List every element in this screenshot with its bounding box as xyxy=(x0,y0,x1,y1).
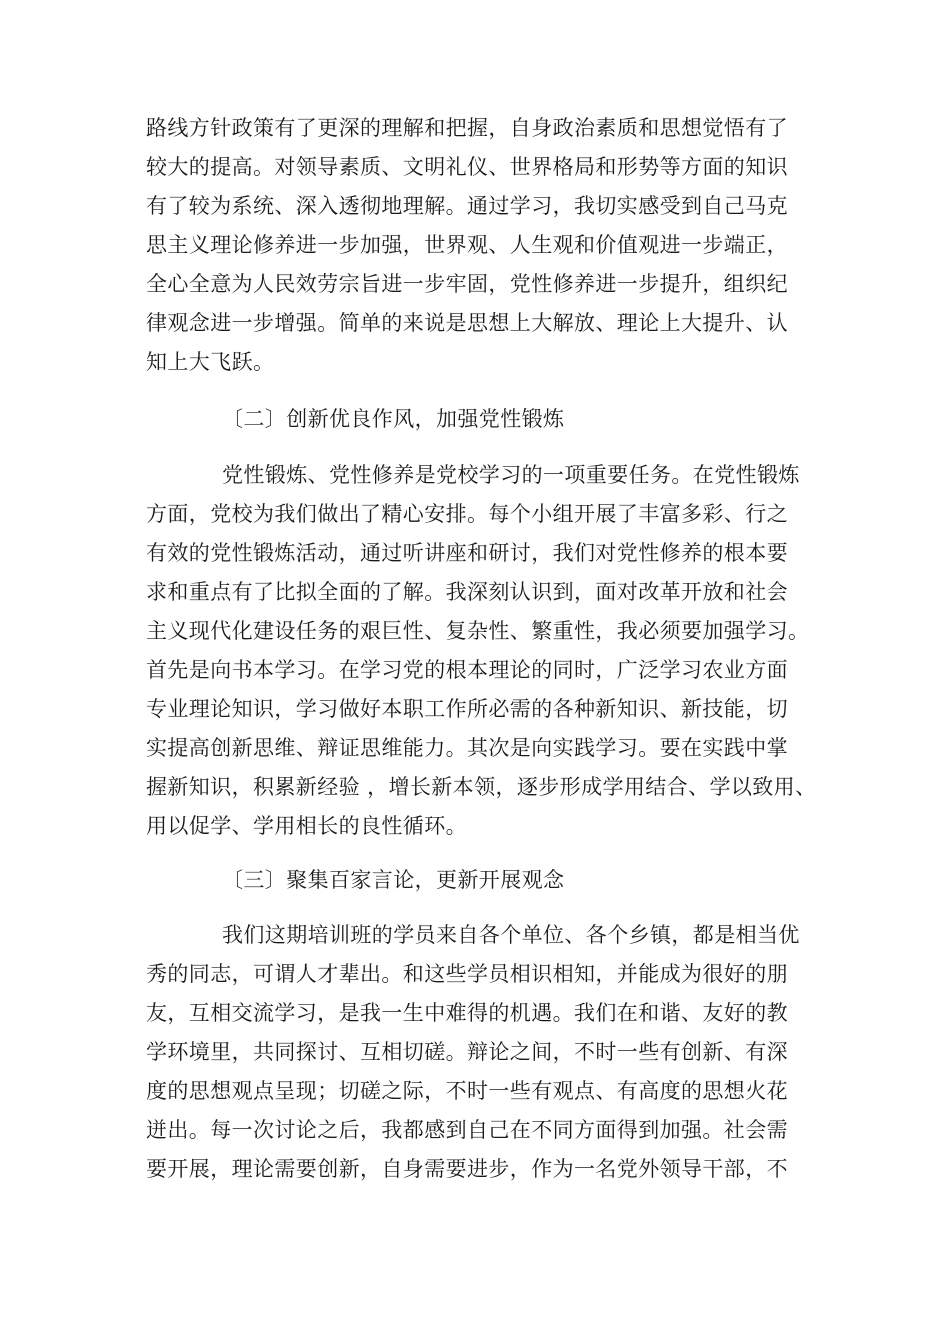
paragraph-2-line: 方面，党校为我们做出了精心安排。每个小组开展了丰富多彩、行之 xyxy=(146,502,788,526)
paragraph-2-line: 主义现代化建设任务的艰巨性、复杂性、繁重性，我必须要加强学习。 xyxy=(146,619,810,643)
paragraph-3-line: 要开展，理论需要创新，自身需要进步，作为一名党外领导干部，不 xyxy=(146,1157,788,1181)
paragraph-2-line: 求和重点有了比拟全面的了解。我深刻认识到，面对改革开放和社会 xyxy=(146,580,788,604)
paragraph-2-line: 实提高创新思维、辩证思维能力。其次是向实践学习。要在实践中掌 xyxy=(146,736,788,760)
paragraph-3-line: 秀的同志，可谓人才辈出。和这些学员相识相知，并能成为很好的朋 xyxy=(146,962,788,986)
paragraph-2-line: 有效的党性锻炼活动，通过听讲座和研讨，我们对党性修养的根本要 xyxy=(146,541,788,565)
paragraph-1-line: 有了较为系统、深入透彻地理解。通过学习，我切实感受到自己马克 xyxy=(146,194,788,218)
paragraph-3-line: 我们这期培训班的学员来自各个单位、各个乡镇，都是相当优 xyxy=(222,923,800,947)
paragraph-1-line: 路线方针政策有了更深的理解和把握，自身政治素质和思想觉悟有了 xyxy=(146,116,788,140)
section-heading-3: 〔三〕聚集百家言论，更新开展观念 xyxy=(222,868,565,892)
paragraph-1-line: 知上大飞跃。 xyxy=(146,350,275,374)
paragraph-3-line: 度的思想观点呈现；切磋之际，不时一些有观点、有高度的思想火花 xyxy=(146,1079,788,1103)
paragraph-3-line: 迸出。每一次讨论之后，我都感到自己在不同方面得到加强。社会需 xyxy=(146,1118,788,1142)
paragraph-3-line: 友，互相交流学习，是我一生中难得的机遇。我们在和谐、友好的教 xyxy=(146,1001,788,1025)
paragraph-2-line: 握新知识，积累新经验 ，增长新本领，逐步形成学用结合、学以致用、 xyxy=(146,775,817,799)
paragraph-1-line: 思主义理论修养进一步加强，世界观、人生观和价值观进一步端正， xyxy=(146,233,788,257)
paragraph-2-line: 专业理论知识，学习做好本职工作所必需的各种新知识、新技能，切 xyxy=(146,697,788,721)
paragraph-2-line: 党性锻炼、党性修养是党校学习的一项重要任务。在党性锻炼 xyxy=(222,463,800,487)
paragraph-1-line: 较大的提高。对领导素质、文明礼仪、世界格局和形势等方面的知识 xyxy=(146,155,788,179)
paragraph-2-line: 用以促学、学用相长的良性循环。 xyxy=(146,814,467,838)
section-heading-2: 〔二〕创新优良作风，加强党性锻炼 xyxy=(222,407,565,431)
paragraph-1-line: 律观念进一步增强。简单的来说是思想上大解放、理论上大提升、认 xyxy=(146,311,788,335)
paragraph-1-line: 全心全意为人民效劳宗旨进一步牢固，党性修养进一步提升，组织纪 xyxy=(146,272,788,296)
paragraph-3-line: 学环境里，共同探讨、互相切磋。辩论之间，不时一些有创新、有深 xyxy=(146,1040,788,1064)
paragraph-2-line: 首先是向书本学习。在学习党的根本理论的同时，广泛学习农业方面 xyxy=(146,658,788,682)
